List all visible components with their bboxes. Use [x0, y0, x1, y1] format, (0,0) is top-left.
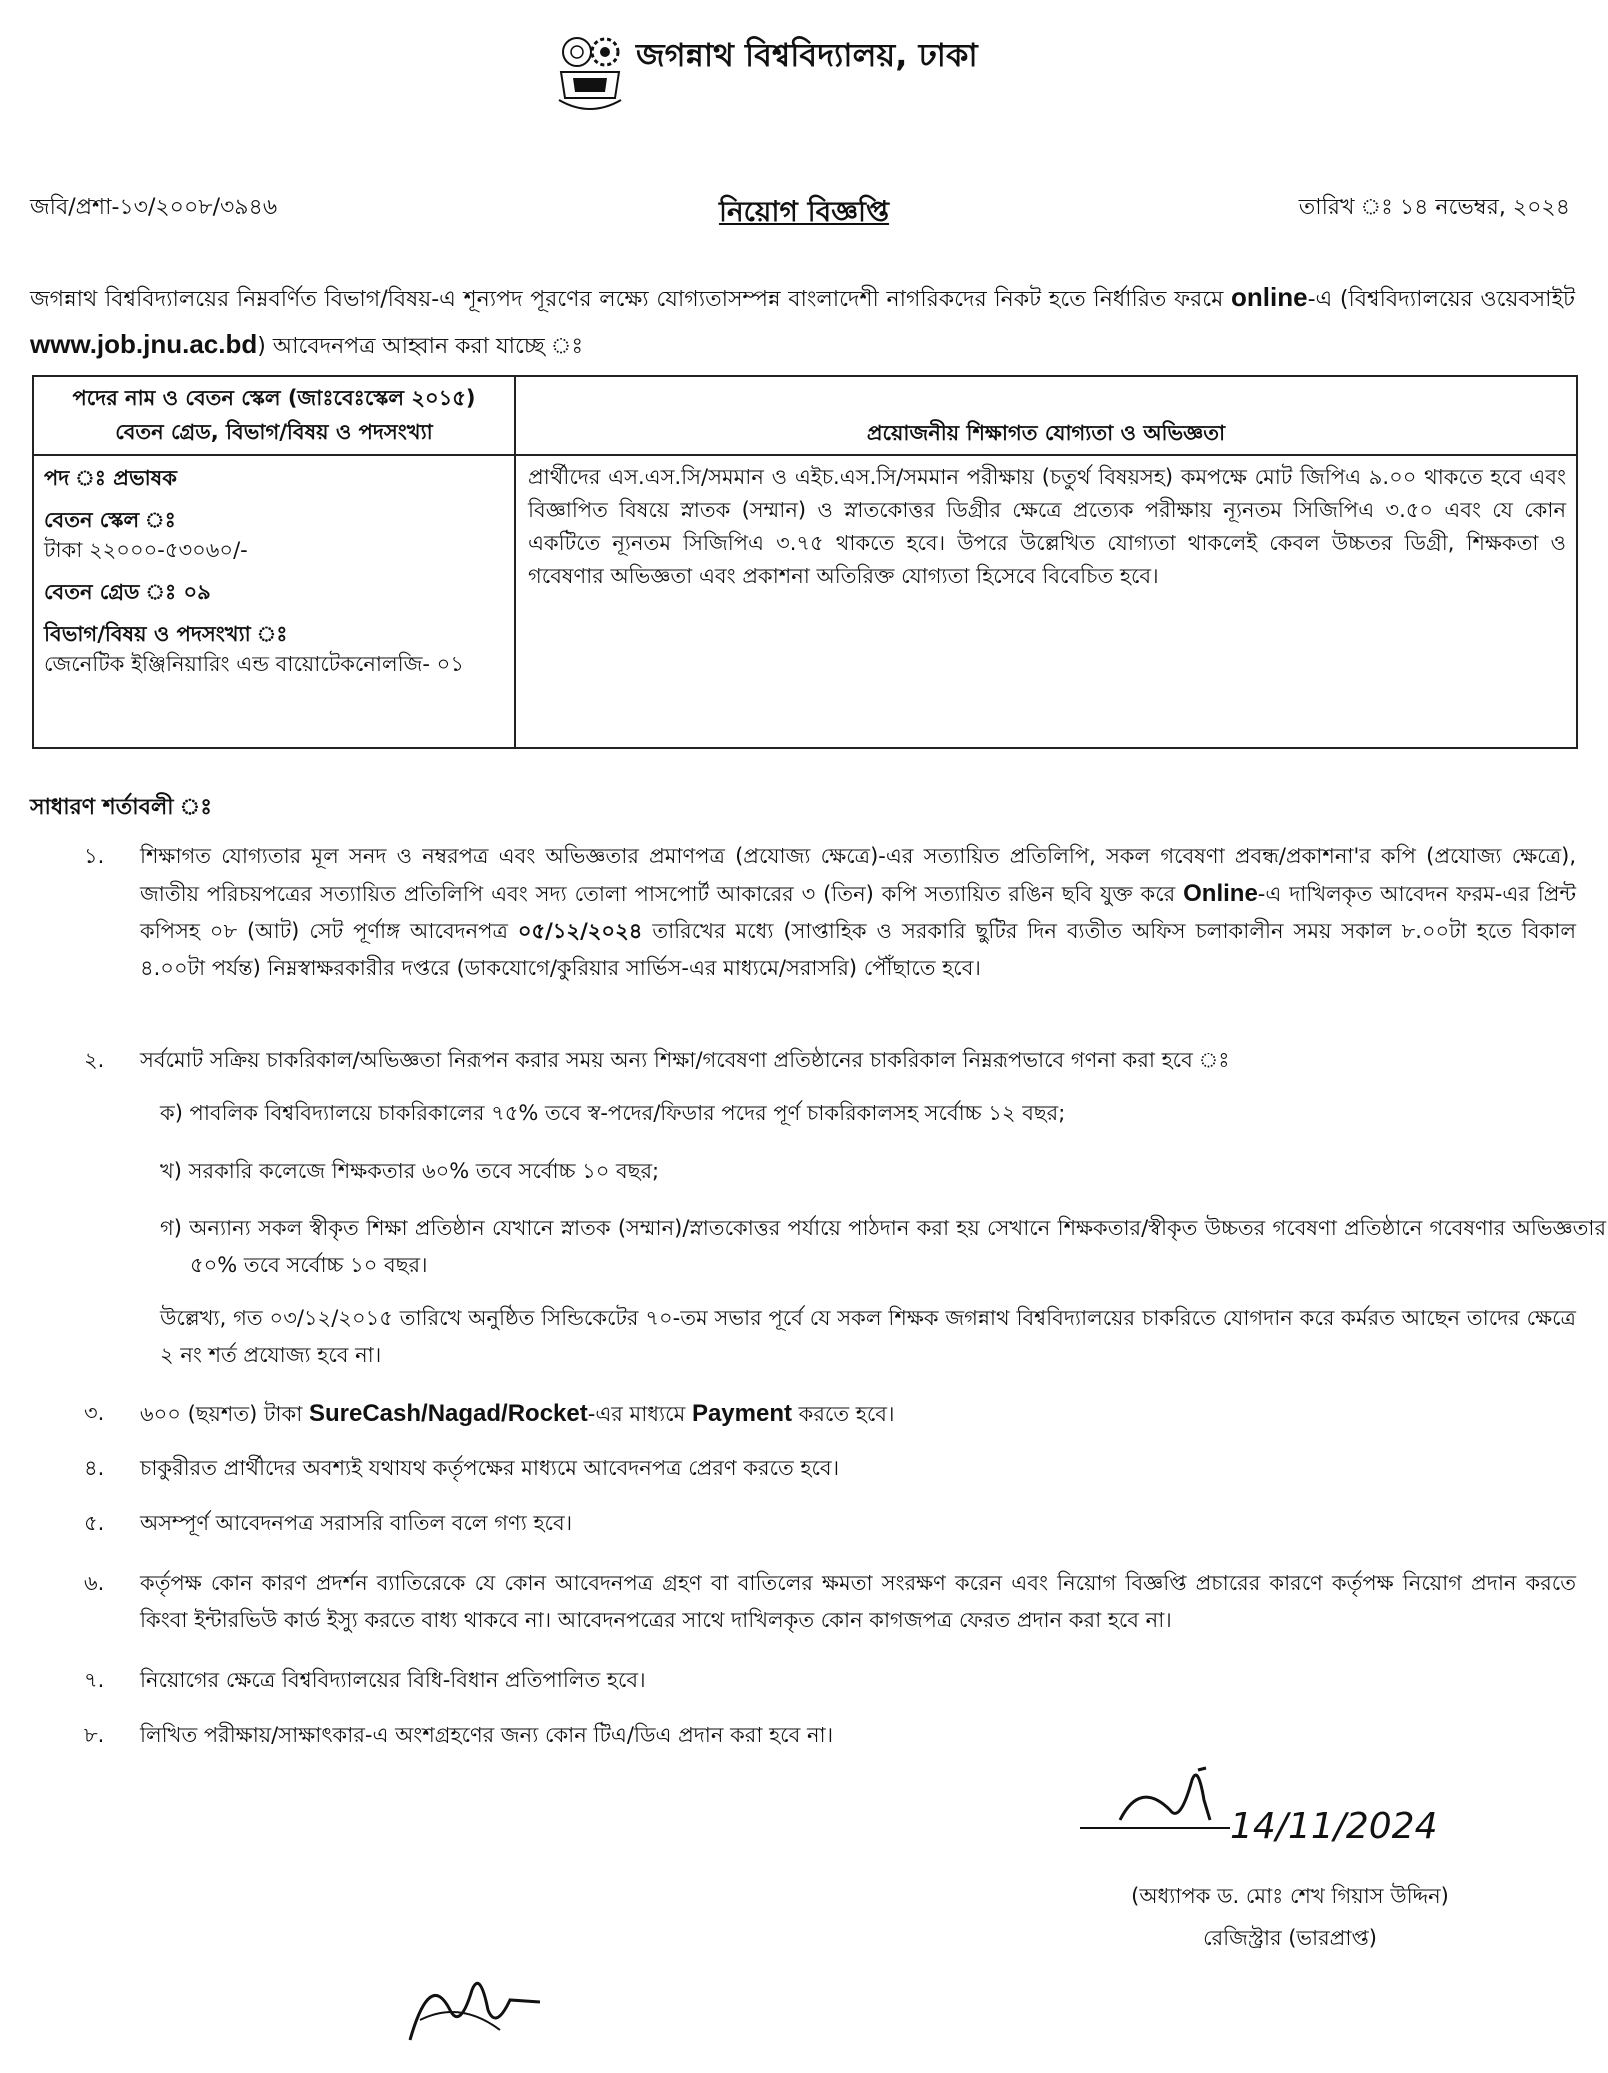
condition-1-text-a: শিক্ষাগত যোগ্যতার মূল সনদ ও নম্বরপত্র এবং অভিজ্ঞতার প্রমাণপত্র (প্রযোজ্য ক্ষেত্রে)-এর সত্যায়িত প্রতিলিপি, সকল গবেষণা প্রবন্ধ/প্রকাশনা'র কপি (প্রযোজ্য ক্ষেত্রে), জাতীয় পরিচয়পত্রের সত্যায়িত প্রতিলিপি এবং সদ্য তোলা পাসপোর্ট আকারের ৩ (তিন) কপি সত্যায়িত রঙিন ছবি যুক্ত করে [140, 844, 1576, 906]
condition-number: ৬. [84, 1571, 105, 1595]
condition-number: ৮. [84, 1723, 105, 1747]
table-header-right: প্রয়োজনীয় শিক্ষাগত যোগ্যতা ও অভিজ্ঞতা [866, 421, 1226, 445]
condition-8-text: লিখিত পরীক্ষায়/সাক্ষাৎকার-এ অংশগ্রহণের জন্য কোন টিএ/ডিএ প্রদান করা হবে না। [140, 1723, 834, 1747]
condition-number: ৫. [84, 1511, 105, 1535]
condition-8 [84, 1717, 1576, 1754]
signer-name: (অধ্যাপক ড. মোঃ শেখ গিয়াস উদ্দিন) [1131, 1884, 1449, 1908]
condition-1-text-b: -এ দাখিলকৃত আবেদন ফরম-এর প্রিন্ট কপিসহ ০৮ (আট) সেট পূর্ণাঙ্গ আবেদনপত্র [140, 882, 1576, 943]
condition-number: ৪. [84, 1456, 105, 1480]
condition-2 [84, 1042, 1576, 1079]
intro-text-3: ) আবেদনপত্র আহ্বান করা যাচ্ছে ঃ [257, 334, 584, 359]
condition-2-kha: খ) সরকারি কলেজে শিক্ষকতার ৬০% তবে সর্বোচ্চ ১০ বছর; [160, 1159, 660, 1183]
university-name: জগন্নাথ বিশ্ববিদ্যালয়, ঢাকা [636, 36, 978, 74]
handwritten-date: 14/11/2024 [1230, 1806, 1438, 1847]
condition-number: ৩. [84, 1401, 105, 1425]
intro-text-2: -এ (বিশ্ববিদ্যালয়ের ওয়েবসাইট [1307, 287, 1575, 312]
condition-1 [84, 838, 1576, 987]
website-link[interactable]: www.job.jnu.ac.bd [30, 329, 258, 359]
notice-title: নিয়োগ বিজ্ঞপ্তি [718, 195, 890, 228]
qualification-text: প্রার্থীদের এস.এস.সি/সমমান ও এইচ.এস.সি/সমমান পরীক্ষায় (চতুর্থ বিষয়সহ) কমপক্ষে মোট জিপিএ ৯.০০ থাকতে হবে এবং বিজ্ঞাপিত বিষয়ে স্নাতক (সম্মান) ও স্নাতকোত্তর ডিগ্রীর ক্ষেত্রে প্রত্যেক পরীক্ষায় ন্যূনতম সিজিপিএ ৩.৫০ এবং যে কোন একটিতে ন্যূনতম সিজিপিএ ৩.৭৫ থাকতে হবে। উপরে উল্লেখিত যোগ্যতা থাকলেই কেবল উচ্চতর ডিগ্রী, শিক্ষকতা ও গবেষণার অভিজ্ঞতা এবং প্রকাশনা অতিরিক্ত যোগ্যতা হিসেবে বিবেচিত হবে। [528, 465, 1566, 588]
payment-word: Payment [691, 1400, 792, 1427]
condition-4 [84, 1450, 1576, 1487]
intro-online: online [1231, 282, 1308, 312]
general-conditions-title: সাধারণ শর্তাবলী ঃ [30, 795, 212, 820]
condition-number: ৭. [84, 1668, 105, 1692]
condition-2-ka: ক) পাবলিক বিশ্ববিদ্যালয়ে চাকরিকালের ৭৫% তবে স্ব-পদের/ফিডার পদের পূর্ণ চাকরিকালসহ সর্বোচ্চ ১২ বছর; [160, 1101, 1066, 1125]
condition-7 [84, 1662, 1576, 1699]
condition-6-text: কর্তৃপক্ষ কোন কারণ প্রদর্শন ব্যাতিরেকে যে কোন আবেদনপত্র গ্রহণ বা বাতিলের ক্ষমতা সংরক্ষণ করেন এবং নিয়োগ বিজ্ঞপ্তি প্রচারের কারণে কর্তৃপক্ষ নিয়োগ প্রদান করতে কিংবা ইন্টারভিউ কার্ড ইস্যু করতে বাধ্য থাকবে না। আবেদনপত্রের সাথে দাখিলকৃত কোন কাগজপত্র ফেরত প্রদান করা হবে না। [140, 1571, 1576, 1632]
condition-3-text-a: ৬০০ (ছয়শত) টাকা [140, 1402, 303, 1426]
condition-1-online: Online [1183, 880, 1258, 907]
condition-number: ২. [84, 1048, 105, 1072]
condition-6 [84, 1565, 1576, 1639]
university-seal-icon [555, 28, 625, 120]
condition-4-text: চাকুরীরত প্রার্থীদের অবশ্যই যথাযথ কর্তৃপক্ষের মাধ্যমে আবেদনপত্র প্রেরণ করতে হবে। [140, 1456, 840, 1480]
header-left-line1: পদের নাম ও বেতন স্কেল (জাঃবেঃস্কেল ২০১৫) [72, 386, 476, 410]
condition-3 [84, 1395, 1576, 1433]
intro-text-1: জগন্নাথ বিশ্ববিদ্যালয়ের নিম্নবর্ণিত বিভাগ/বিষয়-এ শূন্যপদ পূরণের লক্ষ্যে যোগ্যতাসম্পন্ন বাংলাদেশী নাগরিকদের নিকট হতে নির্ধারিত ফরমে [30, 287, 1224, 312]
condition-2-text: সর্বমোট সক্রিয় চাকরিকাল/অভিজ্ঞতা নিরূপন করার সময় অন্য শিক্ষা/গবেষণা প্রতিষ্ঠানের চাকরিকাল নিম্নরূপভাবে গণনা করা হবে ঃ [140, 1048, 1230, 1072]
signature-icon [1080, 1760, 1500, 1860]
table-header-left [34, 381, 514, 449]
post-table [32, 375, 1578, 749]
payment-methods: SureCash/Nagad/Rocket [308, 1400, 588, 1427]
condition-5-text: অসম্পূর্ণ আবেদনপত্র সরাসরি বাতিল বলে গণ্য হবে। [140, 1511, 573, 1535]
post-details [44, 463, 504, 679]
pay-scale-value: টাকা ২২০০০-৫৩০৬০/- [44, 538, 248, 562]
memo-number: জবি/প্রশা-১৩/২০০৮/৩৯৪৬ [30, 195, 278, 220]
condition-5 [84, 1505, 1576, 1542]
condition-2-ga: গ) অন্যান্য সকল স্বীকৃত শিক্ষা প্রতিষ্ঠান যেখানে স্নাতক (সম্মান)/স্নাতকোত্তর পর্যায়ে পাঠদান করা হয় সেখানে শিক্ষকতার/স্বীকৃত উচ্চতর গবেষণা প্রতিষ্ঠানে গবেষণার অভিজ্ঞতার ৫০% তবে সর্বোচ্চ ১০ বছর। [160, 1216, 1606, 1277]
signer-designation: রেজিস্ট্রার (ভারপ্রাপ্ত) [1203, 1926, 1377, 1950]
pay-scale-label: বেতন স্কেল ঃ [44, 508, 176, 532]
department-label: বিভাগ/বিষয় ও পদসংখ্যা ঃ [44, 622, 288, 646]
intro-paragraph [30, 275, 1575, 369]
condition-1-text-c: তারিখের মধ্যে (সাপ্তাহিক ও সরকারি ছুটির দিন ব্যতীত অফিস চলাকালীন সময় সকাল ৮.০০টা হতে বিকাল ৪.০০টা পর্যন্ত) নিম্নস্বাক্ষরকারীর দপ্তরে (ডাকযোগে/কুরিয়ার সার্ভিস-এর মাধ্যমে/সরাসরি) পৌঁছাতে হবে। [140, 919, 1576, 980]
initials-icon [400, 1960, 550, 2055]
post-name: পদ ঃ প্রভাষক [44, 466, 177, 490]
header-left-line2: বেতন গ্রেড, বিভাগ/বিষয় ও পদসংখ্যা [115, 420, 433, 444]
condition-2-note: উল্লেখ্য, গত ০৩/১২/২০১৫ তারিখে অনুষ্ঠিত সিন্ডিকেটের ৭০-তম সভার পূর্বে যে সকল শিক্ষক জগন্নাথ বিশ্ববিদ্যালয়ের চাকরিতে যোগদান করে কর্মরত আছেন তাদের ক্ষেত্রে ২ নং শর্ত প্রযোজ্য হবে না। [160, 1306, 1576, 1367]
condition-3-text-c: করতে হবে। [798, 1402, 895, 1426]
condition-7-text: নিয়োগের ক্ষেত্রে বিশ্ববিদ্যালয়ের বিধি-বিধান প্রতিপালিত হবে। [140, 1668, 646, 1692]
pay-grade: বেতন গ্রেড ঃ ০৯ [44, 580, 211, 604]
notice-date: তারিখ ঃ ১৪ নভেম্বর, ২০২৪ [1298, 195, 1570, 220]
deadline-date: ০৫/১২/২০২৪ [517, 919, 643, 943]
condition-3-text-b: -এর মাধ্যমে [587, 1402, 686, 1426]
condition-number: ১. [84, 844, 105, 868]
department-value: জেনেটিক ইঞ্জিনিয়ারিং এন্ড বায়োটেকনোলজি- ০১ [44, 652, 464, 676]
